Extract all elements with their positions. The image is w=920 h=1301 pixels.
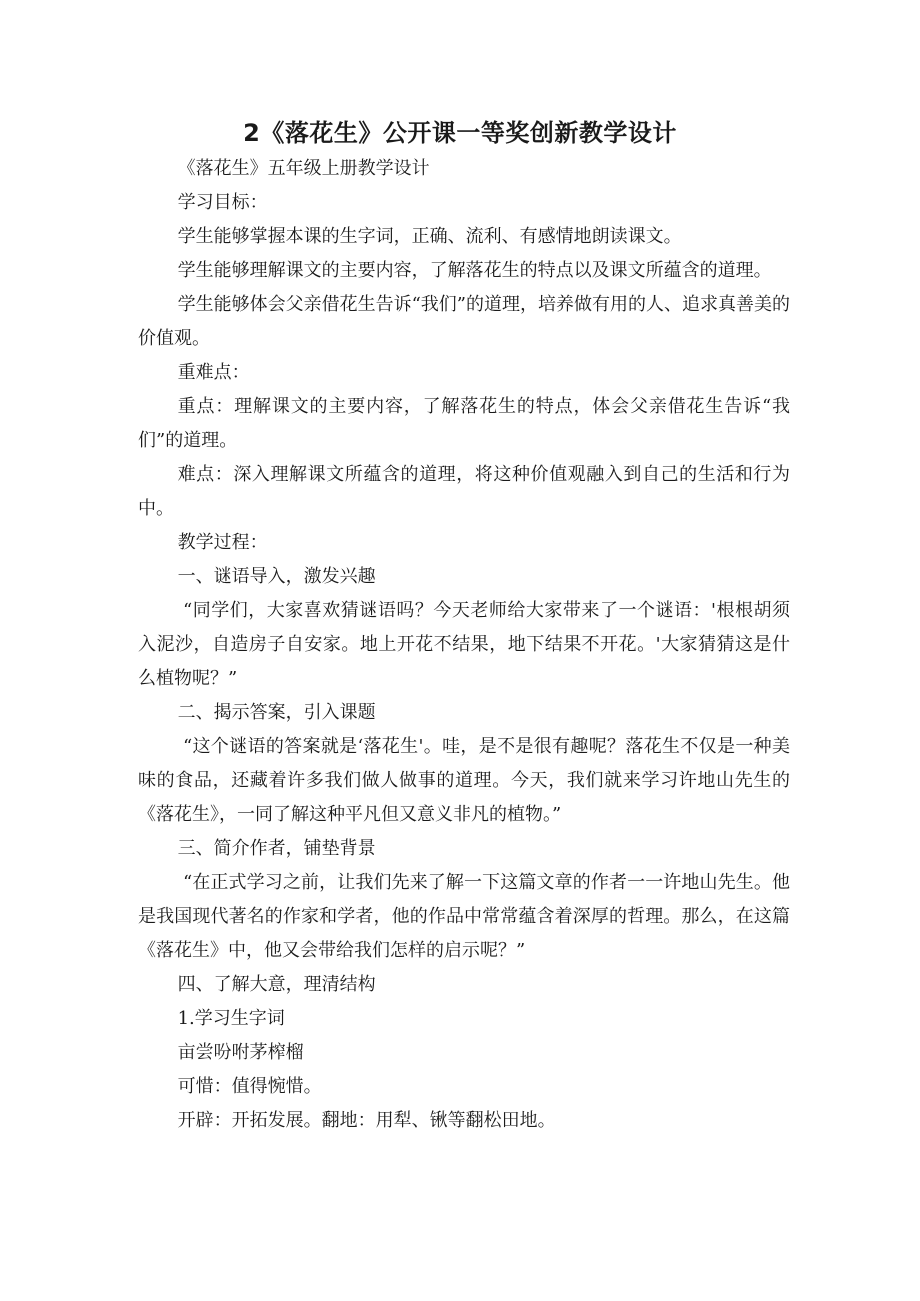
subtitle: 《落花生》五年级上册教学设计 xyxy=(177,158,430,179)
vocabulary-definition-2: 开辟：开拓发展。翻地：用犁、锹等翻松田地。 xyxy=(177,1110,556,1131)
paragraph-goal-1: 学生能够掌握本课的生字词，正确、流利、有感情地朗读课文。 xyxy=(177,226,682,247)
section-heading-4: 四、了解大意，理清结构 xyxy=(177,974,376,995)
paragraph-goal-2: 学生能够理解课文的主要内容，了解落花生的特点以及课文所蕴含的道理。 xyxy=(177,260,772,281)
paragraph-goal-3: 学生能够体会父亲借花生告诉“我们”的道理，培养做有用的人、追求真善美的价值观。 xyxy=(138,294,790,349)
paragraph-difficulty: 难点：深入理解课文所蕴含的道理，将这种价值观融入到自己的生活和行为中。 xyxy=(138,464,790,519)
section-heading-3: 三、简介作者，铺垫背景 xyxy=(177,838,376,859)
section-heading-1: 一、谜语导入，激发兴趣 xyxy=(177,566,376,587)
heading-learning-goals: 学习目标： xyxy=(177,192,268,213)
document-body xyxy=(138,152,790,1138)
paragraph-quote-3: “在正式学习之前，让我们先来了解一下这篇文章的作者一一许地山先生。他是我国现代著名的作家和学者，他的作品中常常蕴含着深厚的哲理。那么，在这篇《落花生》中，他又会带给我们怎样的启示呢？” xyxy=(138,872,790,961)
heading-teaching-process: 教学过程： xyxy=(177,532,268,553)
document-title: 2《落花生》公开课一等奖创新教学设计 xyxy=(243,119,677,147)
heading-key-points: 重难点： xyxy=(177,362,250,383)
paragraph-quote-1: “同学们，大家喜欢猜谜语吗？今天老师给大家带来了一个谜语：'根根胡须入泥沙，自造房子自安家。地上开花不结果，地下结果不开花。'大家猜猜这是什么植物呢？” xyxy=(138,600,790,689)
subheading-vocabulary: 1.学习生字词 xyxy=(177,1008,285,1029)
vocabulary-characters: 亩尝吩咐茅榨榴 xyxy=(177,1042,304,1063)
vocabulary-definition-1: 可惜：值得惋惜。 xyxy=(177,1076,322,1097)
section-heading-2: 二、揭示答案，引入课题 xyxy=(177,702,376,723)
paragraph-quote-2: “这个谜语的答案就是‘落花生'。哇，是不是很有趣呢？落花生不仅是一种美味的食品，还藏着许多我们做人做事的道理。今天，我们就来学习许地山先生的《落花生》，一同了解这种平凡但又意义非凡的植物。” xyxy=(138,736,790,825)
paragraph-key-point: 重点：理解课文的主要内容，了解落花生的特点，体会父亲借花生告诉“我们”的道理。 xyxy=(138,396,790,451)
